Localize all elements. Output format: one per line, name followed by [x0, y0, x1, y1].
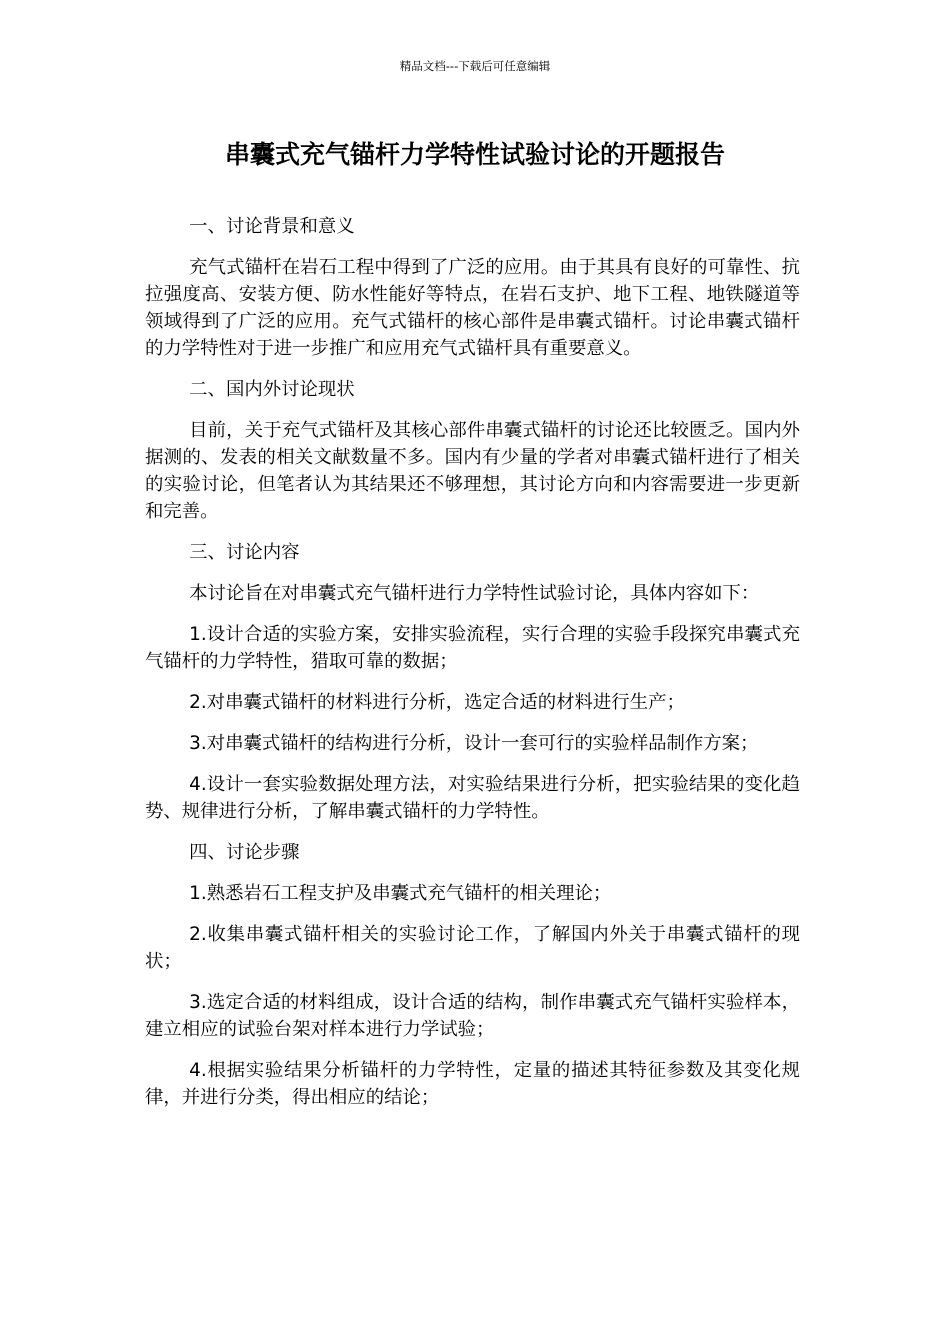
section-heading-steps: 四、讨论步骤 — [189, 842, 300, 863]
list-item-content-4: 4.设计一套实验数据处理方法，对实验结果进行分析，把实验结果的变化趋势、规律进行分析，了解串囊式锚杆的力学特性。 — [145, 774, 800, 822]
section-heading-background: 一、讨论背景和意义 — [189, 216, 355, 237]
list-item-content-3: 3.对串囊式锚杆的结构进行分析，设计一套可行的实验样品制作方案； — [189, 733, 759, 754]
list-item-step-2: 2.收集串囊式锚杆相关的实验讨论工作，了解国内外关于串囊式锚杆的现状； — [145, 924, 800, 972]
list-item-step-4: 4.根据实验结果分析锚杆的力学特性，定量的描述其特征参数及其变化规律，并进行分类，得出相应的结论； — [145, 1060, 800, 1108]
list-item-step-1: 1.熟悉岩石工程支护及串囊式充气锚杆的相关理论； — [189, 883, 612, 904]
list-item-content-1: 1.设计合适的实验方案，安排实验流程，实行合理的实验手段探究串囊式充气锚杆的力学特性，猎取可靠的数据； — [145, 624, 800, 672]
document-title: 串囊式充气锚杆力学特性试验讨论的开题报告 — [224, 140, 725, 169]
list-item-content-2: 2.对串囊式锚杆的材料进行分析，选定合适的材料进行生产； — [189, 692, 685, 713]
section-heading-content: 三、讨论内容 — [189, 542, 300, 563]
document-body — [145, 213, 800, 1125]
paragraph-background: 充气式锚杆在岩石工程中得到了广泛的应用。由于其具有良好的可靠性、抗拉强度高、安装方便、防水性能好等特点，在岩石支护、地下工程、地铁隧道等领域得到了广泛的应用。充气式锚杆的核心部件是串囊式锚杆。讨论串囊式锚杆的力学特性对于进一步推广和应用充气式锚杆具有重要意义。 — [145, 257, 800, 359]
paragraph-status: 目前，关于充气式锚杆及其核心部件串囊式锚杆的讨论还比较匮乏。国内外据测的、发表的相关文献数量不多。国内有少量的学者对串囊式锚杆进行了相关的实验讨论，但笔者认为其结果还不够理想，其讨论方向和内容需要进一步更新和完善。 — [145, 420, 800, 522]
list-item-step-3: 3.选定合适的材料组成，设计合适的结构，制作串囊式充气锚杆实验样本，建立相应的试验台架对样本进行力学试验； — [145, 992, 800, 1040]
header-note: 精品文档---下载后可任意编辑 — [399, 59, 551, 73]
paragraph-content-intro: 本讨论旨在对串囊式充气锚杆进行力学特性试验讨论，具体内容如下： — [189, 583, 760, 604]
section-heading-status: 二、国内外讨论现状 — [189, 379, 355, 400]
